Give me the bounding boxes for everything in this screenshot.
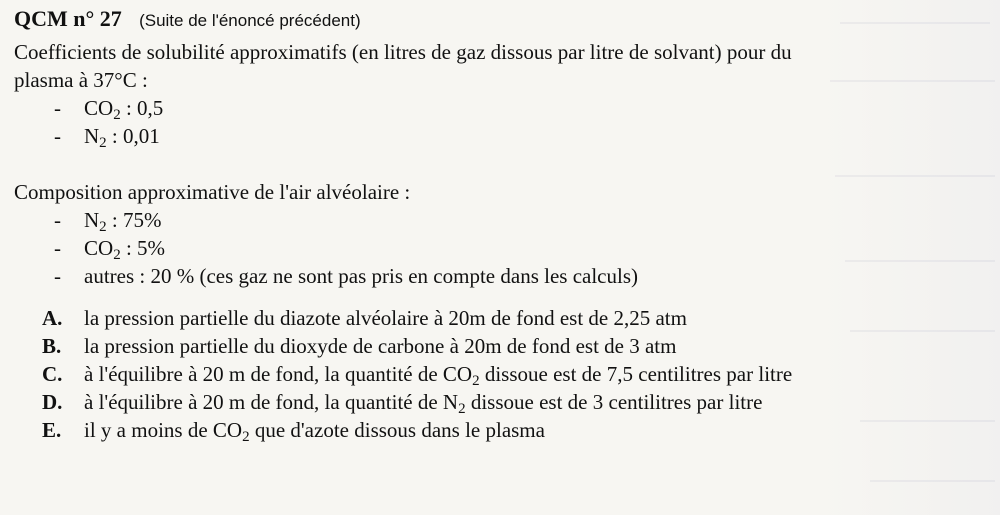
solubility-value: : 0,01 [106,124,160,148]
bullet-dash: - [54,208,61,232]
list-item [14,206,999,234]
question-header [14,4,999,34]
bleed-through-line [870,480,995,482]
composition-other: autres : 20 % (ces gaz ne sont pas pris en compte dans les calculs) [84,264,638,288]
composition-value: : 75% [106,208,162,232]
answer-text: la pression partielle du diazote alvéolaire à 20m de fond est de 2,25 atm [84,306,687,330]
gas-formula: $N_2$ [84,208,107,235]
gas-formula: $N_2$ [84,124,107,151]
list-item [14,262,999,290]
solubility-value: : 0,5 [120,96,164,120]
answer-letter: B. [42,334,62,358]
solubility-intro [14,38,999,94]
list-item [14,234,999,262]
answer-list [14,304,999,444]
answer-text: à l'équilibre à 20 m de fond, la quantité de $N_2$ dissoue est de 3 centilitres par litre [84,390,763,417]
gas-formula: $CO_2$ [84,236,121,263]
air-composition-list [14,206,999,290]
bullet-dash: - [54,264,61,288]
question-subtitle: (Suite de l'énoncé précédent) [139,11,361,30]
solubility-intro-line2: plasma à 37°C : [14,68,148,92]
answer-option-c [14,360,999,388]
answer-option-a [14,304,999,332]
bullet-dash: - [54,236,61,260]
bullet-dash: - [54,124,61,148]
answer-text: à l'équilibre à 20 m de fond, la quantité de $CO_2$ dissoue est de 7,5 centilitres par litre [84,362,793,389]
list-item [14,94,999,122]
answer-letter: A. [42,306,63,330]
solubility-list [14,94,999,150]
question-title: QCM n° 27 [14,6,122,31]
solubility-intro-line1: Coefficients de solubilité approximatifs (en litres de gaz dissous par litre de solvant) pour du [14,40,792,64]
list-item [14,122,999,150]
answer-option-b [14,332,999,360]
answer-letter: D. [42,390,63,414]
answer-letter: E. [42,418,62,442]
answer-option-d [14,388,999,416]
answer-text: il y a moins de $CO_2$ que d'azote dissous dans le plasma [84,418,545,445]
composition-value: : 5% [120,236,166,260]
bullet-dash: - [54,96,61,120]
answer-option-e [14,416,999,444]
answer-letter: C. [42,362,63,386]
air-composition-intro: Composition approximative de l'air alvéolaire : [14,180,411,204]
document-page [14,4,999,444]
gas-formula: $CO_2$ [84,96,121,123]
answer-text: la pression partielle du dioxyde de carbone à 20m de fond est de 3 atm [84,334,677,358]
